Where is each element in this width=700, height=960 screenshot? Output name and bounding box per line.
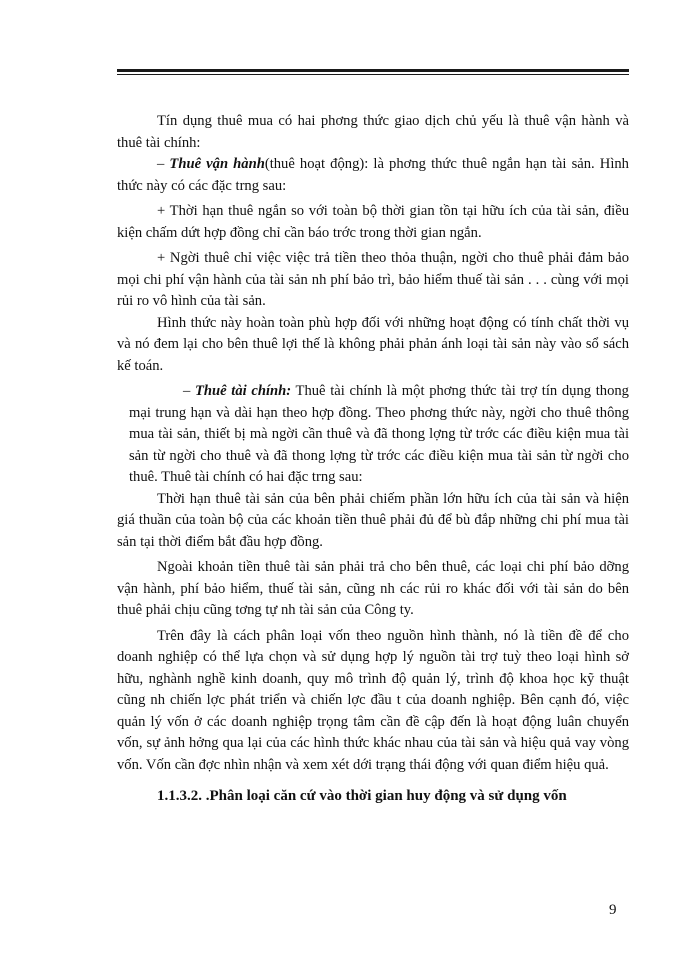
paragraph-finance-term: Thời hạn thuê tài sản của bên phải chiếm phần lớn hữu ích của tài sản và hiện giá thuần của toàn bộ của các khoản tiền thuê phải đủ để bù đắp những chi phí mua tài sản tại thời điểm bắt đầu hợp đồng. <box>117 490 629 550</box>
paragraph-operating-lease <box>117 154 629 197</box>
plus-bullet: + <box>157 250 166 266</box>
term-operating-lease: Thuê vận hành <box>169 156 265 172</box>
paragraph-finance-lease <box>117 381 629 489</box>
paragraph-intro: Tín dụng thuê mua có hai phơng thức giao dịch chủ yếu là thuê vận hành và thuê tài chính: <box>117 113 629 151</box>
paragraph-summary: Trên đây là cách phân loại vốn theo nguồn hình thành, nó là tiền đề để cho doanh nghiệp có thể lựa chọn và sử dụng hợp lý nguồn tài trợ tuỳ theo loại hình sở hữu, nghành nghề kinh doanh, quy mô trình độ quản lý, trình độ khoa học kỹ thuật cũng nh chiến lợc phát triển và chiến lợc đầu t của doanh nghiệp. Bên cạnh đó, việc quản lý vốn ở các doanh nghiệp trọng tâm cần đề cập đến là hoạt động luân chuyển vốn, sự ảnh hởng qua lại của các hình thức khác nhau của tài sản và hiệu quả vay vòng vốn. Vốn cần đợc nhìn nhận và xem xét dới trạng thái động với quan điểm hiệu quả. <box>117 627 629 773</box>
header-rule <box>117 69 629 72</box>
paragraph-operating-suitability: Hình thức này hoàn toàn phù hợp đối với những hoạt động có tính chất thời vụ và nó đem lại cho bên thuê lợi thế là không phải phản ánh loại tài sản này vào sổ sách kế toán. <box>117 314 629 374</box>
section-heading: 1.1.3.2. .Phân loại căn cứ vào thời gian huy động và sử dụng vốn <box>157 788 567 804</box>
dash-bullet: – <box>183 383 191 399</box>
page-body <box>117 111 629 808</box>
operating-lease-text: (thuê hoạt động): là phơng thức thuê ngắn hạn tài sản. Hình thức này có các đặc trng sau: <box>117 156 629 194</box>
lease-term-text: Thời hạn thuê ngắn so với toàn bộ thời gian tồn tại hữu ích của tài sản, điều kiện chấm dứt hợp đồng chỉ cần báo trớc trong thời gian ngắn. <box>117 203 629 241</box>
dash-bullet: – <box>157 156 165 172</box>
finance-lease-text: Thuê tài chính là một phơng thức tài trợ tín dụng thong mại trung hạn và dài hạn theo hợp đồng. Theo phơng thức này, ngời cho thuê thông mua tài sản, thiết bị mà ngời cần thuê và đã thong lợng từ trớc các điều kiện mua tài sản từ ngời cho thuê và đã thong lợng từ trớc các điều kiện mua tài sản từ ngời cho thuê. Thuê tài chính có hai đặc trng sau: <box>129 383 629 485</box>
lessee-duty-text: Ngời thuê chỉ việc việc trả tiền theo thỏa thuận, ngời cho thuê phải đảm bảo mọi chi phí vận hành của tài sản nh phí bảo trì, bảo hiểm thuế tài sản . . . cùng với mọi rủi ro vô hình của tài sản. <box>117 250 629 309</box>
page-number: 9 <box>609 902 617 918</box>
term-finance-lease: Thuê tài chính: <box>194 383 292 399</box>
paragraph-finance-costs: Ngoài khoản tiền thuê tài sản phải trả cho bên thuê, các loại chi phí bảo dỡng vận hành, phí bảo hiểm, thuế tài sản, cũng nh các rủi ro khác đối với tài sản do bên thuê phải chịu cũng tơng tự nh tài sản của Công ty. <box>117 559 629 618</box>
paragraph-lease-term <box>117 201 629 244</box>
plus-bullet: + <box>157 203 166 219</box>
header-rule-thin <box>117 74 629 75</box>
paragraph-lessee-duty <box>117 248 629 313</box>
